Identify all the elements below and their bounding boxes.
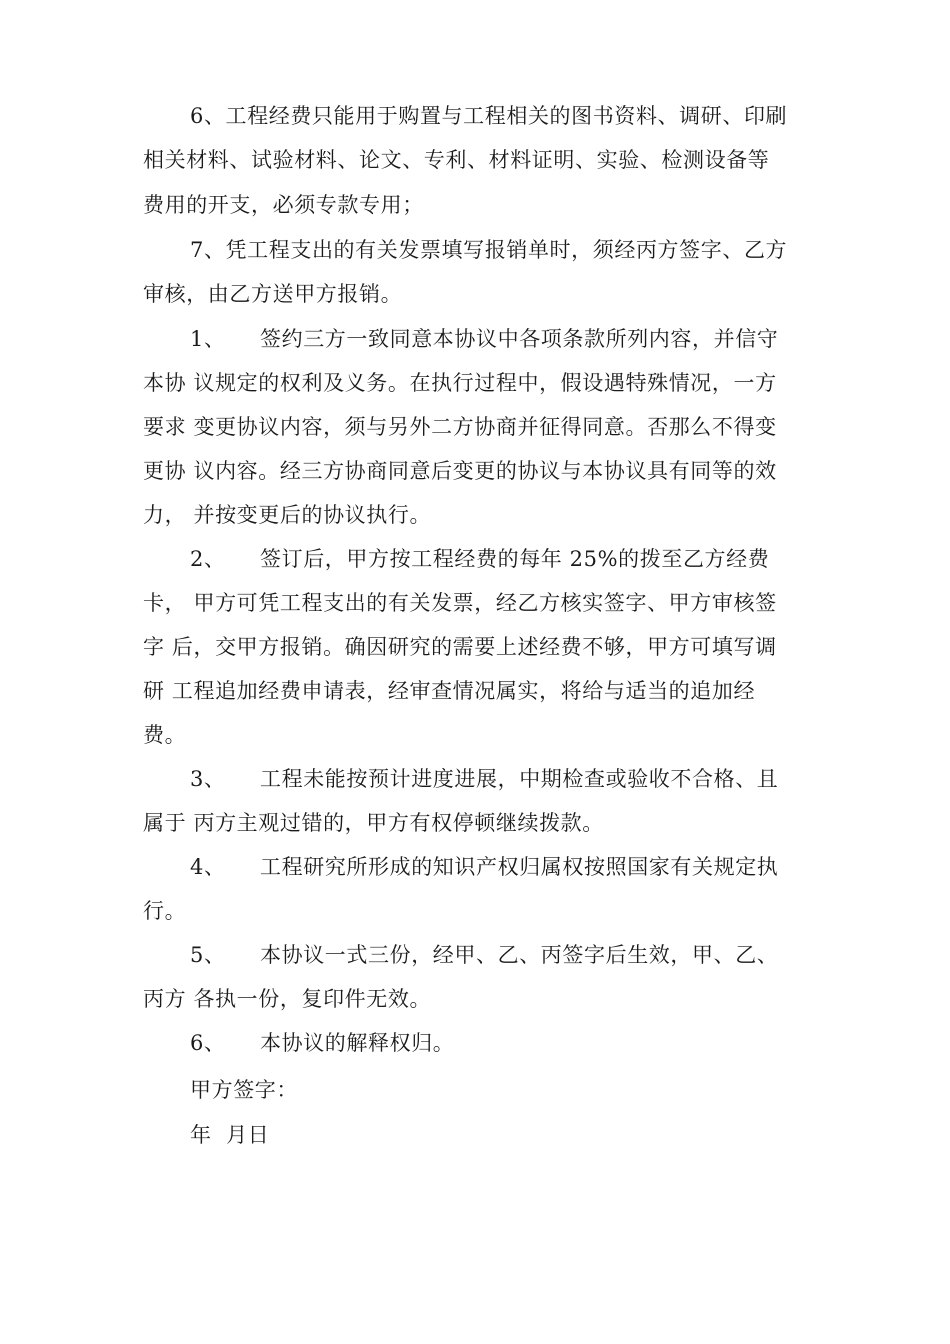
clause-number: 2、 [190, 547, 226, 571]
paragraph-line: 审核，由乙方送甲方报销。 [143, 282, 403, 306]
clause-text: 本协议一式三份，经甲、乙、丙签字后生效，甲、乙、 [260, 943, 779, 967]
signature-label: 甲方签字： [190, 1078, 298, 1102]
clause-number: 6、 [190, 1031, 226, 1055]
clause-first-line [190, 764, 778, 794]
clause-number: 4、 [190, 855, 226, 879]
paragraph-line: 卡， 甲方可凭工程支出的有关发票，经乙方核实签字、甲方审核签 [143, 591, 777, 615]
clause-first-line [190, 940, 778, 970]
clause-text: 工程未能按预计进度进展，中期检查或验收不合格、且 [260, 767, 779, 791]
paragraph-line: 费。 [143, 723, 187, 747]
date-label: 年 月日 [190, 1123, 270, 1147]
paragraph-line: 要求 变更协议内容，须与另外二方协商并征得同意。否那么不得变 [143, 415, 777, 439]
paragraph-line: 力， 并按变更后的协议执行。 [143, 503, 432, 527]
clause-first-line [190, 544, 769, 574]
paragraph-line: 更协 议内容。经三方协商同意后变更的协议与本协议具有同等的效 [143, 459, 777, 483]
paragraph-line: 丙方 各执一份，复印件无效。 [143, 987, 432, 1011]
paragraph-line: 费用的开支，必须专款专用； [143, 193, 424, 217]
paragraph-line: 本协 议规定的权利及义务。在执行过程中，假设遇特殊情况，一方 [143, 371, 777, 395]
clause-text: 本协议的解释权归。 [260, 1031, 455, 1055]
paragraph-line: 行。 [143, 899, 187, 923]
paragraph-line: 相关材料、试验材料、论文、专利、材料证明、实验、检测设备等 [143, 148, 770, 172]
paragraph-line: 7、凭工程支出的有关发票填写报销单时，须经丙方签字、乙方 [190, 238, 788, 262]
clause-first-line [190, 324, 778, 354]
paragraph-line: 字 后，交甲方报销。确因研究的需要上述经费不够，甲方可填写调 [143, 635, 777, 659]
clause-first-line [190, 852, 778, 882]
paragraph-line: 属于 丙方主观过错的，甲方有权停顿继续拨款。 [143, 811, 604, 835]
clause-number: 3、 [190, 767, 226, 791]
clause-text: 工程研究所形成的知识产权归属权按照国家有关规定执 [260, 855, 779, 879]
clause-text: 签约三方一致同意本协议中各项条款所列内容，并信守 [260, 327, 779, 351]
clause-first-line [190, 1028, 454, 1058]
clause-text: 签订后，甲方按工程经费的每年 25%的拨至乙方经费 [260, 547, 770, 571]
clause-number: 1、 [190, 327, 226, 351]
paragraph-line: 研 工程追加经费申请表，经审查情况属实，将给与适当的追加经 [143, 679, 756, 703]
clause-number: 5、 [190, 943, 226, 967]
paragraph-line: 6、工程经费只能用于购置与工程相关的图书资料、调研、印刷 [190, 104, 788, 128]
